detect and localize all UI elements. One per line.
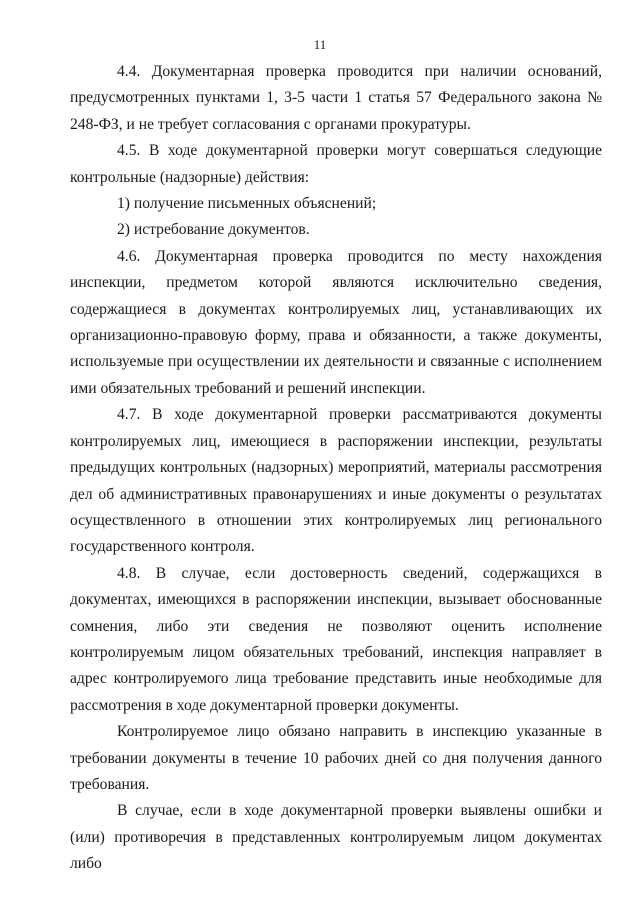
paragraph-obligation: Контролируемое лицо обязано направить в инспекцию указанные в требовании документы в течение 10 рабочих дней со дня получения данного требования. [70, 723, 602, 793]
paragraph-4-8: 4.8. В случае, если достоверность сведений, содержащихся в документах, имеющихся в распоряжении инспекции, вызывает обоснованные сомнения, либо эти сведения не позволяют оценить исполнение контролируемым лицом обязательных требований, инспекция направляет в адрес контролируемого лица требование представить иные необходимые для рассмотрения в ходе документарной проверки документы. [70, 564, 602, 714]
paragraph-4-4: 4.4. Документарная проверка проводится при наличии оснований, предусмотренных пунктами 1, 3-5 части 1 статья 57 Федерального закона № 248-ФЗ, и не требует согласования с органами прокуратуры. [70, 63, 602, 133]
paragraph-4-6: 4.6. Документарная проверка проводится по месту нахождения инспекции, предметом которой являются исключительно сведения, содержащиеся в документах контролируемых лиц, устанавливающих их организационно-правовую форму, права и обязанности, а также документы, используемые при осуществлении их деятельности и связанные с исполнением ими обязательных требований и решений инспекции. [70, 247, 602, 397]
document-body [70, 59, 602, 878]
paragraph-errors: В случае, если в ходе документарной проверки выявлены ошибки и (или) противоречия в представленных контролируемым лицом документах либо [70, 802, 602, 873]
paragraph-4-5: 4.5. В ходе документарной проверки могут совершаться следующие контрольные (надзорные) действия: [70, 142, 602, 186]
list-item-1: 1) получение письменных объяснений; [117, 195, 377, 213]
paragraph-4-7: 4.7. В ходе документарной проверки рассматриваются документы контролируемых лиц, имеющиеся в распоряжении инспекции, результаты предыдущих контрольных (надзорных) мероприятий, материалы рассмотрения дел об административных правонарушениях и иные документы о результатах осуществленного в отношении этих контролируемых лиц регионального государственного контроля. [70, 406, 602, 556]
page-number: 11 [313, 37, 327, 52]
list-item-2: 2) истребование документов. [117, 221, 310, 239]
